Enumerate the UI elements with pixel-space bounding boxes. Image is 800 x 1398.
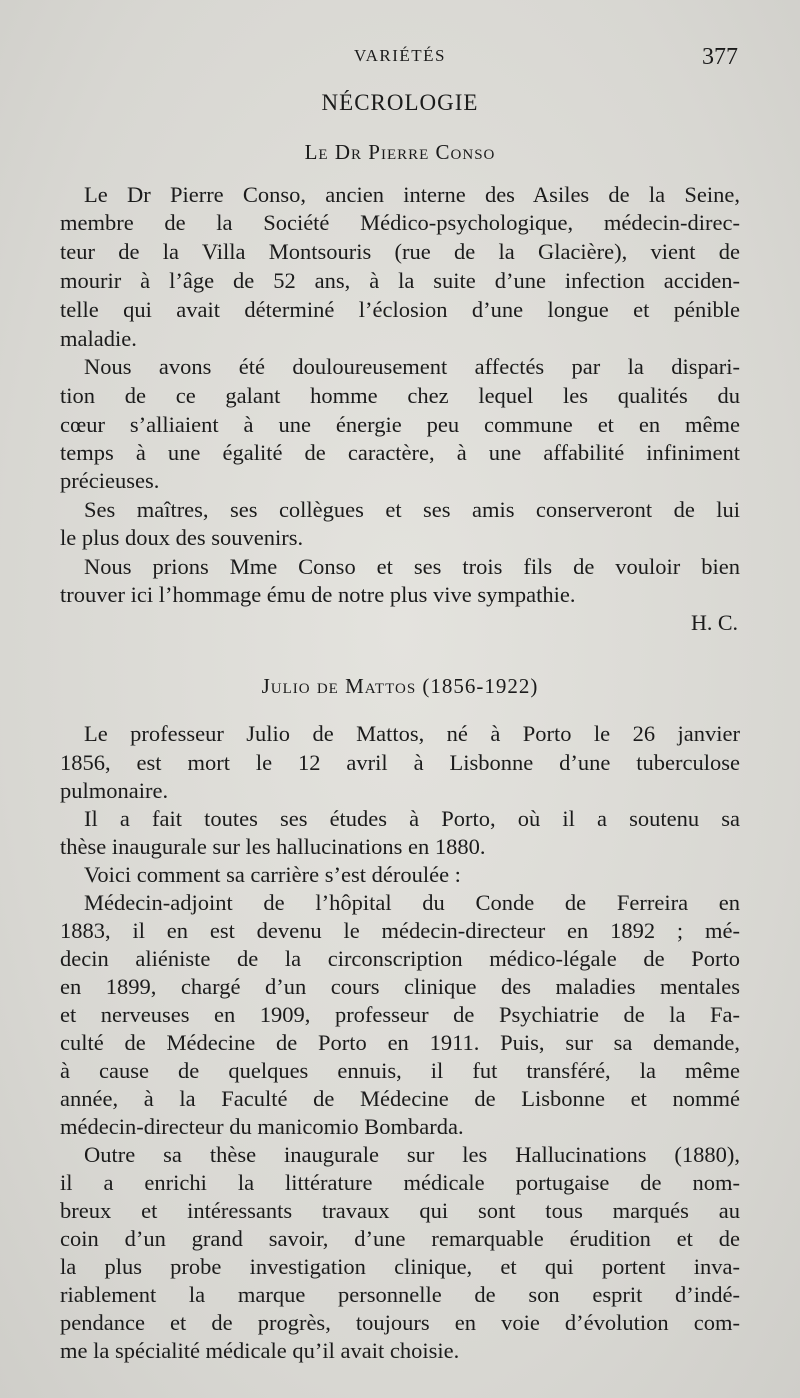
text-line: me la spécialité médicale qu’il avait choisie. — [60, 1338, 460, 1363]
text-line: mourir à l’âge de 52 ans, à la suite d’une infection acciden- — [60, 268, 740, 293]
text-line: trouver ici l’hommage ému de notre plus vive sympathie. — [60, 582, 576, 607]
page-header — [0, 44, 800, 74]
text-line: Le Dr Pierre Conso, ancien interne des Asiles de la Seine, — [84, 182, 740, 207]
text-line: telle qui avait déterminé l’éclosion d’une longue et pénible — [60, 297, 740, 322]
text-line: en 1899, chargé d’un cours clinique des maladies mentales — [60, 974, 740, 999]
text-line: le plus doux des souvenirs. — [60, 525, 304, 550]
text-line: médecin-directeur du manicomio Bombarda. — [60, 1114, 464, 1139]
text-line: 1856, est mort le 12 avril à Lisbonne d’une tuberculose — [60, 750, 740, 775]
text-line: pendance et de progrès, toujours en voie d’évolution com- — [60, 1310, 740, 1335]
text-line: coin d’un grand savoir, d’une remarquable érudition et de — [60, 1226, 740, 1251]
running-head: VARIÉTÉS — [354, 46, 446, 65]
text-line: année, à la Faculté de Médecine de Lisbonne et nommé — [60, 1086, 740, 1111]
text-line: Outre sa thèse inaugurale sur les Hallucinations (1880), — [84, 1142, 740, 1167]
article-title-conso: Le Dr Pierre Conso — [304, 140, 496, 164]
text-line: pulmonaire. — [60, 778, 169, 803]
text-line: 1883, il en est devenu le médecin-directeur en 1892 ; mé- — [60, 918, 740, 943]
text-line: à cause de quelques ennuis, il fut transféré, la même — [60, 1058, 740, 1083]
text-line: maladie. — [60, 326, 137, 351]
text-line: riablement la marque personnelle de son esprit d’indé- — [60, 1282, 740, 1307]
signature: H. C. — [690, 610, 738, 635]
text-line: Le professeur Julio de Mattos, né à Porto le 26 janvier — [84, 721, 740, 746]
page-number: 377 — [702, 44, 738, 70]
text-line: thèse inaugurale sur les hallucinations en 1880. — [60, 834, 486, 859]
section-title: NÉCROLOGIE — [321, 90, 479, 115]
text-line: membre de la Société Médico-psychologique, médecin-direc- — [60, 210, 740, 235]
text-line: précieuses. — [60, 468, 160, 493]
text-line: Médecin-adjoint de l’hôpital du Conde de Ferreira en — [84, 890, 740, 915]
text-line: Voici comment sa carrière s’est déroulée : — [84, 862, 461, 887]
text-line: breux et intéressants travaux qui sont tous marqués au — [60, 1198, 740, 1223]
text-line: et nerveuses en 1909, professeur de Psychiatrie de la Fa- — [60, 1002, 740, 1027]
text-line: cœur s’alliaient à une énergie peu commune et en même — [60, 412, 740, 437]
article-title-mattos: Julio de Mattos (1856-1922) — [261, 674, 539, 698]
text-line: teur de la Villa Montsouris (rue de la Glacière), vient de — [60, 239, 740, 264]
text-line: decin aliéniste de la circonscription médico-légale de Porto — [60, 946, 740, 971]
text-line: Nous prions Mme Conso et ses trois fils de vouloir bien — [84, 554, 740, 579]
text-line: Ses maîtres, ses collègues et ses amis conserveront de lui — [84, 497, 740, 522]
text-line: la plus probe investigation clinique, et qui portent inva- — [60, 1254, 740, 1279]
text-line: Il a fait toutes ses études à Porto, où il a soutenu sa — [84, 806, 740, 831]
text-line: culté de Médecine de Porto en 1911. Puis, sur sa demande, — [60, 1030, 740, 1055]
text-line: Nous avons été douloureusement affectés par la dispari- — [84, 354, 740, 379]
text-line: temps à une égalité de caractère, à une affabilité infiniment — [60, 440, 740, 465]
text-line: il a enrichi la littérature médicale portugaise de nom- — [60, 1170, 740, 1195]
text-line: tion de ce galant homme chez lequel les qualités du — [60, 383, 740, 408]
